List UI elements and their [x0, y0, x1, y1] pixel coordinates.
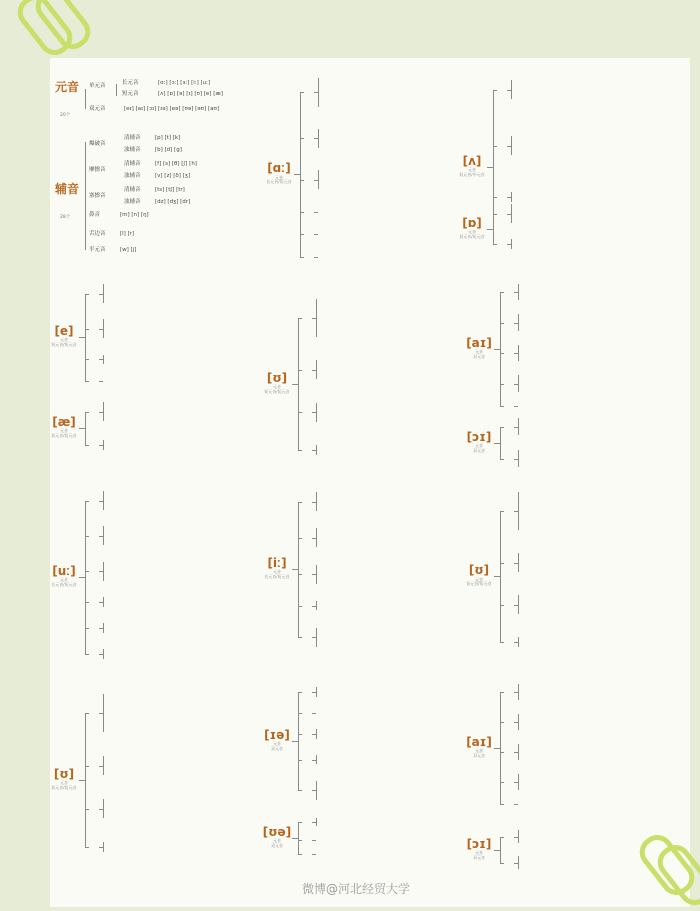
section-bracket — [298, 822, 299, 854]
phoneme-subtype: 双元音 — [473, 447, 485, 453]
group-connector — [312, 412, 316, 413]
vowel-bracket — [85, 89, 86, 109]
fricative-label: 摩擦音 — [89, 167, 106, 173]
phoneme-type: 元音 — [468, 228, 476, 234]
fricative-voiced-label: 浊辅音 — [124, 173, 141, 179]
phoneme-type: 元音 — [60, 428, 68, 434]
group-connector — [312, 760, 316, 761]
affricate-voiceless-list: [ts] [tʃ] [tr] — [155, 187, 185, 193]
section-bracket — [85, 294, 86, 381]
group-bracket — [103, 402, 104, 421]
group-bracket — [318, 78, 319, 107]
group-connector — [514, 406, 518, 407]
consonant-count: 28个 — [60, 215, 71, 220]
group-connector — [298, 450, 302, 451]
group-bracket — [518, 418, 519, 435]
phoneme-symbol — [47, 416, 81, 439]
group-connector — [85, 445, 89, 446]
group-bracket — [518, 284, 519, 300]
watermark: 微博@河北经贸大学 — [302, 882, 411, 896]
group-connector — [514, 511, 518, 512]
group-connector — [514, 782, 518, 783]
short-vowel-list: [ʌ] [ɒ] [ə] [ɪ] [ʊ] [e] [æ] — [158, 91, 223, 97]
group-bracket — [316, 403, 317, 422]
section-bracket — [500, 837, 501, 863]
group-bracket — [103, 319, 104, 338]
group-bracket — [518, 492, 519, 530]
group-bracket — [316, 628, 317, 647]
fricative-voiceless-label: 清辅音 — [124, 161, 141, 167]
group-connector — [99, 628, 103, 629]
phoneme-type: 元音 — [475, 442, 483, 448]
group-connector — [99, 809, 103, 810]
group-connector — [99, 654, 103, 655]
group-bracket — [316, 492, 317, 511]
group-bracket — [518, 637, 519, 647]
fricative-voiceless-list: [f] [s] [θ] [ʃ] [h] — [155, 161, 197, 167]
group-bracket — [103, 491, 104, 510]
phoneme-symbol — [260, 826, 294, 849]
group-bracket — [518, 714, 519, 730]
phoneme-symbol-text: [ʊə] — [262, 825, 292, 839]
group-connector — [312, 790, 316, 791]
group-connector — [312, 713, 316, 714]
lateral-label: 舌边音 — [89, 231, 106, 237]
group-connector — [514, 323, 518, 324]
group-connector — [99, 501, 103, 502]
group-bracket — [103, 649, 104, 659]
group-bracket — [511, 136, 512, 155]
section-bracket — [298, 318, 299, 450]
section-bracket — [85, 412, 86, 445]
group-connector — [500, 642, 504, 643]
phoneme-subtype: 双元音 — [271, 842, 283, 848]
phoneme-symbol-text: [ɑː] — [267, 161, 291, 176]
section-bracket — [493, 214, 494, 244]
section-bracket — [500, 511, 501, 642]
group-connector — [514, 804, 518, 805]
group-bracket — [316, 528, 317, 547]
affricate-voiced-list: [dz] [dʒ] [dr] — [155, 199, 191, 205]
group-bracket — [316, 687, 317, 697]
group-connector — [99, 713, 103, 714]
phoneme-symbol-text: [ɔɪ] — [466, 836, 492, 851]
group-connector — [507, 244, 511, 245]
phoneme-subtype: 短元音/短元音 — [264, 388, 290, 394]
group-bracket — [316, 755, 317, 765]
group-connector — [514, 752, 518, 753]
phoneme-symbol — [47, 768, 81, 791]
phoneme-symbol — [260, 557, 294, 580]
group-connector — [507, 214, 511, 215]
section-bracket — [500, 427, 501, 459]
group-connector — [514, 863, 518, 864]
group-connector — [312, 370, 316, 371]
group-connector — [514, 605, 518, 606]
vowel-count: 20个 — [60, 113, 71, 118]
group-connector — [514, 837, 518, 838]
group-connector — [99, 766, 103, 767]
group-connector — [493, 244, 497, 245]
group-connector — [507, 197, 511, 198]
phoneme-subtype: 双元音 — [473, 854, 485, 860]
group-bracket — [316, 360, 317, 379]
group-connector — [500, 863, 504, 864]
symbol-connector — [494, 443, 500, 444]
group-bracket — [518, 684, 519, 700]
group-bracket — [518, 345, 519, 361]
group-connector — [85, 847, 89, 848]
phoneme-subtype: 双元音 — [473, 353, 485, 359]
phoneme-type: 元音 — [475, 748, 483, 754]
phoneme-subtype: 短元音/短元音 — [51, 341, 77, 347]
phoneme-symbol-text: [ʊ] — [266, 370, 288, 385]
group-connector — [85, 381, 89, 382]
symbol-connector — [79, 428, 85, 429]
phoneme-type: 元音 — [273, 569, 281, 575]
group-connector — [514, 563, 518, 564]
phoneme-symbol-text: [ʊ] — [468, 563, 490, 578]
plosive-voiceless-label: 清辅音 — [124, 135, 141, 141]
group-connector — [312, 538, 316, 539]
group-connector — [312, 692, 316, 693]
long-vowel-label: 长元音 — [122, 80, 139, 86]
group-bracket — [103, 562, 104, 581]
group-connector — [500, 459, 504, 460]
phoneme-symbol — [455, 217, 489, 240]
group-connector — [99, 412, 103, 413]
group-connector — [312, 854, 316, 855]
symbol-connector — [292, 838, 298, 839]
group-connector — [500, 804, 504, 805]
group-connector — [99, 294, 103, 295]
phoneme-symbol-text: [ʊ] — [53, 766, 75, 781]
group-connector — [514, 642, 518, 643]
phoneme-symbol-text: [iː] — [267, 556, 287, 571]
phoneme-subtype: 短元音/短元音 — [51, 784, 77, 790]
group-connector — [99, 536, 103, 537]
symbol-connector — [494, 576, 500, 577]
group-connector — [314, 92, 318, 93]
phoneme-symbol — [462, 431, 496, 454]
group-bracket — [316, 565, 317, 584]
nasal-label: 鼻音 — [89, 212, 101, 218]
long-vowel-list: [ɑː] [ɔː] [ɜː] [iː] [uː] — [158, 80, 211, 86]
symbol-connector — [494, 748, 500, 749]
symbol-connector — [79, 780, 85, 781]
phoneme-type: 元音 — [273, 838, 281, 844]
phoneme-subtype: 长元音/短元音 — [264, 574, 290, 580]
group-bracket — [316, 601, 317, 611]
vowel-title: 元音 — [55, 80, 80, 94]
phoneme-symbol-text: [aɪ] — [466, 336, 492, 350]
symbol-connector — [494, 850, 500, 851]
phoneme-symbol-text: [uː] — [52, 564, 76, 579]
group-bracket — [316, 299, 317, 337]
phoneme-type: 元音 — [475, 576, 483, 582]
group-connector — [514, 459, 518, 460]
phoneme-type: 元音 — [468, 166, 476, 172]
symbol-connector — [79, 577, 85, 578]
group-connector — [298, 854, 302, 855]
phoneme-symbol — [462, 736, 496, 759]
group-bracket — [103, 756, 104, 775]
phoneme-type: 元音 — [60, 337, 68, 343]
group-bracket — [518, 830, 519, 843]
phoneme-type: 元音 — [475, 349, 483, 355]
group-connector — [99, 445, 103, 446]
group-bracket — [518, 314, 519, 330]
affricate-voiced-label: 浊辅音 — [124, 199, 141, 205]
phoneme-subtype: 双元音 — [271, 745, 283, 751]
group-connector — [298, 637, 302, 638]
group-connector — [514, 292, 518, 293]
group-bracket — [316, 445, 317, 455]
group-bracket — [103, 623, 104, 633]
group-connector — [312, 822, 316, 823]
symbol-connector — [292, 384, 298, 385]
group-connector — [514, 692, 518, 693]
phoneme-symbol-text: [æ] — [52, 415, 76, 430]
phoneme-symbol — [47, 325, 81, 348]
group-connector — [300, 257, 304, 258]
section-bracket — [85, 501, 86, 654]
group-bracket — [103, 284, 104, 303]
phoneme-subtype: 短元音/短元音 — [459, 233, 485, 239]
group-bracket — [318, 170, 319, 189]
group-connector — [312, 637, 316, 638]
symbol-connector — [292, 741, 298, 742]
phoneme-symbol — [462, 564, 496, 587]
group-connector — [312, 840, 316, 841]
phoneme-type: 元音 — [275, 174, 283, 180]
group-connector — [85, 654, 89, 655]
phoneme-subtype: 短元音/中元音 — [459, 171, 485, 177]
monophthong-label: 单元音 — [89, 83, 106, 89]
group-bracket — [518, 553, 519, 572]
group-connector — [314, 257, 318, 258]
group-connector — [312, 450, 316, 451]
group-bracket — [518, 595, 519, 614]
plosive-label: 爆破音 — [89, 141, 106, 147]
phoneme-subtype: 短元音/短元音 — [51, 433, 77, 439]
affricate-voiceless-label: 清辅音 — [124, 187, 141, 193]
group-bracket — [518, 856, 519, 869]
group-connector — [514, 427, 518, 428]
phoneme-symbol — [260, 729, 294, 752]
consonant-title: 辅音 — [55, 182, 80, 196]
group-bracket — [316, 818, 317, 826]
phoneme-symbol-text: [aɪ] — [466, 735, 492, 749]
group-bracket — [511, 80, 512, 99]
phoneme-type: 元音 — [273, 384, 281, 390]
phoneme-symbol-text: [e] — [54, 324, 74, 338]
group-bracket — [511, 239, 512, 249]
section-bracket — [500, 692, 501, 804]
group-bracket — [103, 597, 104, 607]
phoneme-symbol-text: [ʌ] — [462, 153, 482, 168]
section-bracket — [85, 713, 86, 847]
symbol-connector — [292, 569, 298, 570]
plosive-voiced-list: [b] [d] [g] — [155, 147, 182, 153]
symbol-connector — [487, 167, 493, 168]
affricate-label: 塞擦音 — [89, 193, 106, 199]
semivowel-list: [w] [j] — [120, 247, 137, 253]
group-connector — [312, 318, 316, 319]
phoneme-subtype: 长元音/短元音 — [266, 179, 292, 185]
section-bracket — [300, 92, 301, 256]
group-bracket — [518, 450, 519, 467]
group-connector — [298, 790, 302, 791]
group-connector — [514, 722, 518, 723]
phoneme-symbol — [260, 372, 294, 395]
semivowel-label: 半元音 — [89, 247, 106, 253]
group-connector — [99, 359, 103, 360]
cons-bracket — [85, 142, 86, 250]
group-connector — [314, 212, 318, 213]
phoneme-type: 元音 — [60, 780, 68, 786]
chart-paper — [50, 58, 690, 907]
group-connector — [99, 847, 103, 848]
nasal-list: [m] [n] [ŋ] — [120, 212, 149, 218]
group-connector — [314, 180, 318, 181]
group-bracket — [511, 192, 512, 202]
group-connector — [312, 606, 316, 607]
phoneme-type: 元音 — [60, 577, 68, 583]
group-connector — [312, 574, 316, 575]
phoneme-type: 元音 — [475, 849, 483, 855]
group-bracket — [103, 842, 104, 852]
group-bracket — [518, 375, 519, 391]
group-bracket — [103, 440, 104, 450]
symbol-connector — [79, 337, 85, 338]
phoneme-symbol — [262, 162, 296, 185]
phoneme-symbol-text: [ɔɪ] — [466, 429, 492, 444]
phoneme-subtype: 短元音/短元音 — [466, 581, 492, 587]
group-bracket — [316, 781, 317, 800]
group-connector — [99, 571, 103, 572]
mono-bracket — [116, 84, 117, 96]
group-connector — [314, 234, 318, 235]
diphthong-label: 双元音 — [89, 106, 106, 112]
phoneme-symbol-text: [ɪə] — [264, 727, 290, 742]
symbol-connector — [494, 349, 500, 350]
phoneme-subtype: 双元音 — [473, 752, 485, 758]
group-bracket — [518, 774, 519, 790]
group-bracket — [316, 729, 317, 739]
lateral-list: [l] [r] — [120, 231, 135, 237]
diphthong-list: [eɪ] [aɪ] [ɔɪ] [ɪə] [eə] [ʊə] [əʊ] [aʊ] — [124, 106, 220, 112]
phoneme-symbol — [462, 337, 496, 360]
phoneme-subtype: 长元音/短元音 — [51, 582, 77, 588]
group-bracket — [103, 799, 104, 818]
phoneme-symbol — [462, 838, 496, 861]
symbol-connector — [294, 174, 300, 175]
group-connector — [514, 353, 518, 354]
group-connector — [507, 146, 511, 147]
group-connector — [312, 734, 316, 735]
group-connector — [99, 329, 103, 330]
short-vowel-label: 短元音 — [122, 91, 139, 97]
section-bracket — [298, 502, 299, 638]
group-connector — [99, 602, 103, 603]
section-bracket — [298, 692, 299, 790]
phoneme-symbol — [455, 155, 489, 178]
group-connector — [99, 381, 103, 382]
phoneme-symbol — [47, 565, 81, 588]
group-bracket — [318, 129, 319, 148]
section-bracket — [500, 292, 501, 406]
group-bracket — [103, 694, 104, 732]
plosive-voiceless-list: [p] [t] [k] — [155, 135, 181, 141]
group-bracket — [518, 744, 519, 760]
group-connector — [312, 502, 316, 503]
symbol-connector — [487, 229, 493, 230]
phoneme-type: 元音 — [273, 741, 281, 747]
group-bracket — [103, 355, 104, 365]
fricative-voiced-list: [v] [z] [ð] [ʒ] — [155, 173, 191, 179]
phoneme-symbol-text: [ɒ] — [462, 215, 482, 230]
group-connector — [514, 384, 518, 385]
group-bracket — [103, 526, 104, 545]
group-bracket — [511, 204, 512, 223]
group-connector — [507, 90, 511, 91]
group-connector — [314, 138, 318, 139]
group-connector — [500, 406, 504, 407]
plosive-voiced-label: 浊辅音 — [124, 147, 141, 153]
